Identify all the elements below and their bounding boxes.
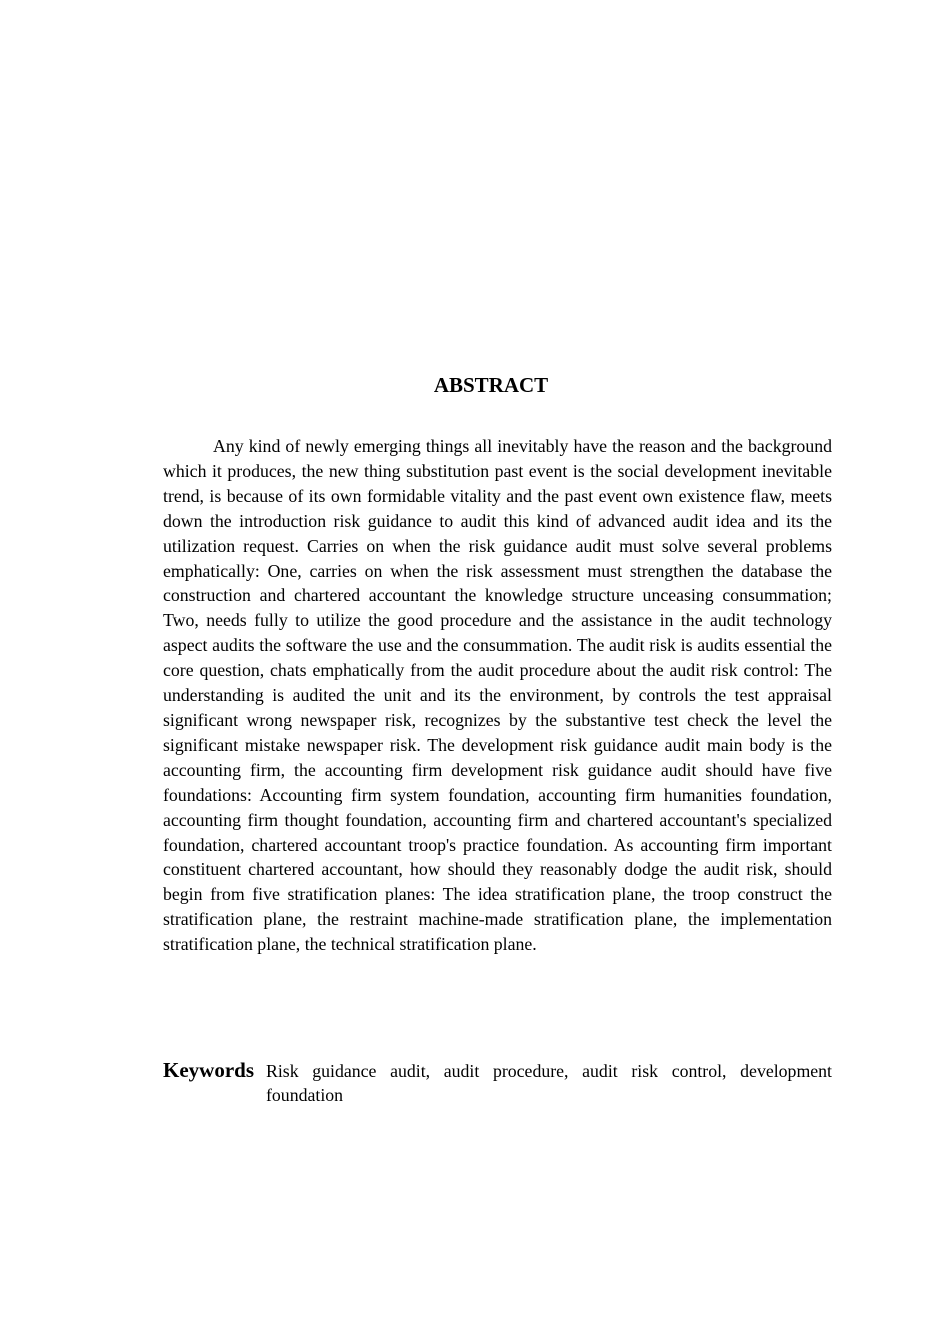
- keywords-label: Keywords: [163, 1058, 254, 1082]
- abstract-title: ABSTRACT: [433, 373, 549, 397]
- keywords-text: Risk guidance audit, audit procedure, audit risk control, development foundation: [266, 1061, 832, 1105]
- keywords-section: [163, 1056, 832, 1107]
- abstract-body: Any kind of newly emerging things all inevitably have the reason and the background which it produces, the new thing substitution past event is the social development inevitable trend, is because of its own formidable vitality and the past event own existence flaw, meets down the introduction risk guidance to audit this kind of advanced audit idea and its the utilization request. Carries on when the risk guidance audit must solve several problems emphatically: One, carries on when the risk assessment must strengthen the database the construction and chartered accountant the knowledge structure unceasing consummation; Two, needs fully to utilize the good procedure and the assistance in the audit technology aspect audits the software the use and the consummation. The audit risk is audits essential the core question, chats emphatically from the audit procedure about the audit risk control: The understanding is audited the unit and its the environment, by controls the test appraisal significant wrong newspaper risk, recognizes by the substantive test check the level the significant mistake newspaper risk. The development risk guidance audit main body is the accounting firm, the accounting firm development risk guidance audit should have five foundations: Accounting firm system foundation, accounting firm humanities foundation, accounting firm thought foundation, accounting firm and chartered accountant's specialized foundation, chartered accountant troop's practice foundation. As accounting firm important constituent chartered accountant, how should they reasonably dodge the audit risk, should begin from five stratification planes: The idea stratification plane, the troop construct the stratification plane, the restraint machine-made stratification plane, the implementation stratification plane, the technical stratification plane.: [163, 436, 832, 955]
